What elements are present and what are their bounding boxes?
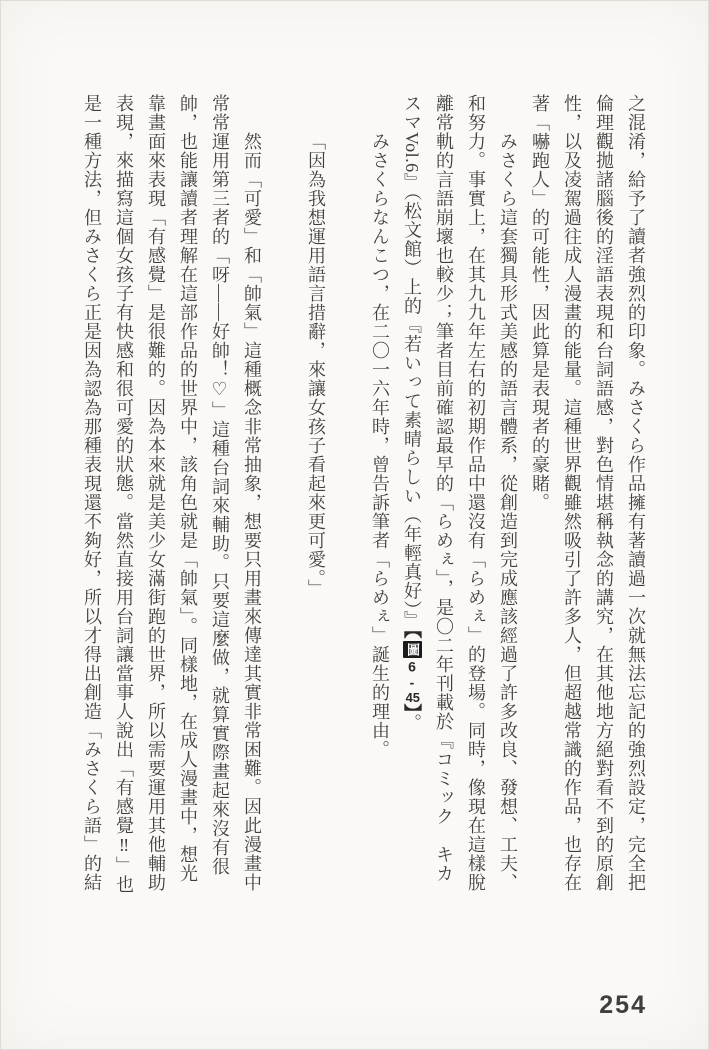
figure-label-box: 圖 bbox=[405, 642, 420, 656]
figure-number: 6 bbox=[404, 658, 420, 675]
column-text: 「因為我想運用語言措辭，來讓女孩子看起來更可愛。」 bbox=[306, 132, 326, 598]
column-text: 靠畫面來表現「有感覺」是很難的。因為本來就是美少女滿街跑的世界，所以需要運用其他輔助 bbox=[146, 94, 166, 892]
text-column bbox=[492, 94, 524, 898]
column-text: スマ bbox=[402, 94, 422, 132]
text-column bbox=[76, 94, 108, 898]
column-text: 常常運用第三者的「呀——好帥！♡」這種台詞來輔助。只要這麼做，就算實際畫起來沒有很 bbox=[210, 94, 230, 876]
column-text: 之混淆，給予了讀者強烈的印象。みさくら作品擁有著讀過一次就無法忘記的強烈設定，完全把 bbox=[626, 94, 646, 892]
text-column bbox=[236, 94, 268, 898]
text-column bbox=[556, 94, 588, 898]
column-text: みさくらなんこつ，在二〇一六年時，曾告訴筆者「らめぇ」誕生的理由。 bbox=[370, 132, 390, 759]
text-column bbox=[300, 94, 332, 898]
column-text: 倫理觀拋諸腦後的淫語表現和台詞語感，對色情堪稱執念的講究，在其他地方絕對看不到的原創 bbox=[594, 94, 614, 892]
text-block bbox=[76, 94, 652, 898]
column-text: 著「嚇跑人」的可能性，因此算是表現者的豪賭。 bbox=[530, 94, 550, 512]
column-text: 離常軌的言語崩壞也較少；筆者目前確認最早的「らめぇ」，是〇二年刊載於『コミック キカ bbox=[434, 94, 454, 883]
column-text: 』（松文館）上的『若いって素晴らしい（年輕真好）』 bbox=[402, 172, 422, 630]
blank-column bbox=[268, 94, 300, 898]
text-column bbox=[204, 94, 236, 898]
text-column bbox=[460, 94, 492, 898]
text-column bbox=[524, 94, 556, 898]
figure-bracket: 】 bbox=[402, 703, 422, 714]
text-column bbox=[620, 94, 652, 898]
figure-number-combined: 45 bbox=[405, 690, 420, 704]
figure-number: - bbox=[404, 674, 420, 691]
column-text: 表現，來描寫這個女孩子有快感和很可愛的狀態。當然直接用台詞讓當事人說出「有感覺‼」也 bbox=[114, 94, 134, 894]
text-column bbox=[396, 94, 428, 898]
column-text: 和努力。事實上，在其九九年左右的初期作品中還沒有「らめぇ」的登場。同時，像現在這樣脫 bbox=[466, 94, 486, 892]
text-column bbox=[140, 94, 172, 898]
column-text: みさくら這套獨具形式美感的語言體系，從創造到完成應該經過了許多改良、發想、工夫、 bbox=[498, 132, 518, 892]
blank-column bbox=[332, 94, 364, 898]
column-text: 帥，也能讓讀者理解在這部作品的世界中，該角色就是「帥氣」。同樣地，在成人漫畫中，想光 bbox=[178, 94, 198, 883]
column-text: 然而「可愛」和「帥氣」這種概念非常抽象，想要只用畫來傳達其實非常困難。因此漫畫中 bbox=[242, 132, 262, 892]
column-text: 。 bbox=[402, 713, 422, 733]
figure-bracket: 【 bbox=[402, 629, 422, 640]
text-column bbox=[172, 94, 204, 898]
latin: Vol.6 bbox=[402, 132, 422, 173]
text-column bbox=[364, 94, 396, 898]
page-number: 254 bbox=[599, 991, 647, 1019]
column-text: 性，以及凌駕過往成人漫畫的能量。這種世界觀雖然吸引了許多人，但超越常識的作品，也存在 bbox=[562, 94, 582, 892]
text-column bbox=[588, 94, 620, 898]
column-text: 是一種方法，但みさくら正是因為認為那種表現還不夠好，所以才得出創造「みさくら語」的結 bbox=[82, 94, 102, 892]
text-column bbox=[428, 94, 460, 898]
text-column bbox=[108, 94, 140, 898]
